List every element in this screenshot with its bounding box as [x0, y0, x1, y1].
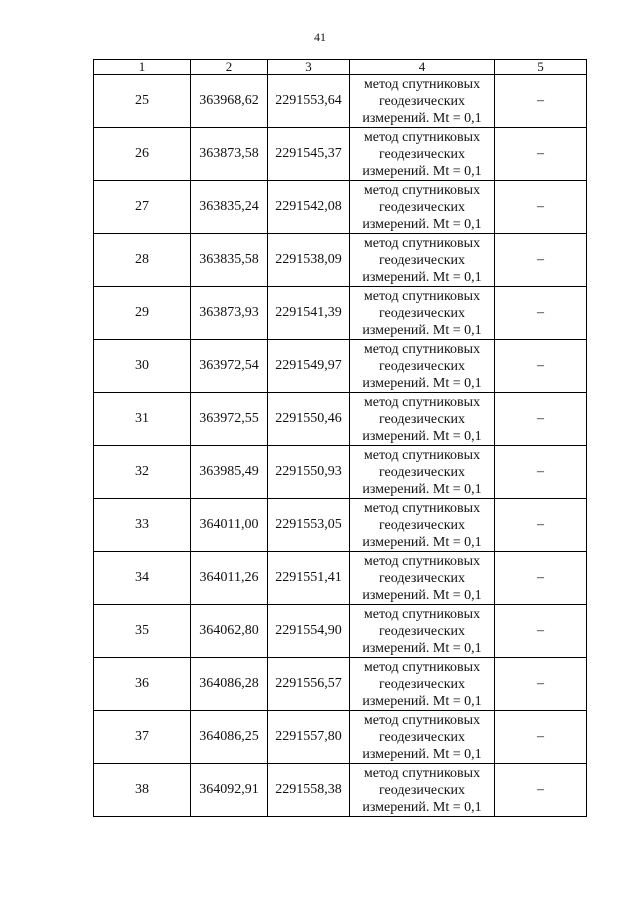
table-row [94, 658, 587, 711]
method-line-1: метод спутниковых [363, 447, 481, 463]
method-line-2: геодезических [378, 93, 465, 109]
note-cell: – [495, 393, 587, 446]
method-cell [350, 605, 495, 658]
note-cell: – [495, 764, 587, 817]
method-line-3: измерений. Mt = 0,1 [362, 216, 482, 232]
method-line-1: метод спутниковых [363, 765, 481, 781]
method-cell [350, 340, 495, 393]
note-cell: – [495, 658, 587, 711]
method-line-3: измерений. Mt = 0,1 [362, 746, 482, 762]
method-line-1: метод спутниковых [363, 129, 481, 145]
method-line-2: геодезических [378, 305, 465, 321]
point-number-cell: 30 [94, 340, 191, 393]
table-row [94, 75, 587, 128]
table-row [94, 340, 587, 393]
x-coordinate-cell: 363835,58 [191, 234, 268, 287]
note-cell: – [495, 75, 587, 128]
method-cell [350, 711, 495, 764]
table-row [94, 711, 587, 764]
x-coordinate-cell: 364011,26 [191, 552, 268, 605]
y-coordinate-cell: 2291551,41 [268, 552, 350, 605]
x-coordinate-cell: 363968,62 [191, 75, 268, 128]
method-line-3: измерений. Mt = 0,1 [362, 640, 482, 656]
method-line-3: измерений. Mt = 0,1 [362, 481, 482, 497]
point-number-cell: 29 [94, 287, 191, 340]
method-line-1: метод спутниковых [363, 235, 481, 251]
x-coordinate-cell: 363873,58 [191, 128, 268, 181]
note-cell: – [495, 287, 587, 340]
method-line-1: метод спутниковых [363, 76, 481, 92]
note-cell: – [495, 711, 587, 764]
page-number: 41 [314, 30, 326, 44]
table-row [94, 234, 587, 287]
x-coordinate-cell: 364086,28 [191, 658, 268, 711]
method-line-1: метод спутниковых [363, 659, 481, 675]
table-row [94, 128, 587, 181]
method-line-2: геодезических [378, 146, 465, 162]
method-line-2: геодезических [378, 199, 465, 215]
table-row [94, 446, 587, 499]
method-line-3: измерений. Mt = 0,1 [362, 693, 482, 709]
y-coordinate-cell: 2291549,97 [268, 340, 350, 393]
table-row [94, 499, 587, 552]
method-line-2: геодезических [378, 729, 465, 745]
method-line-3: измерений. Mt = 0,1 [362, 534, 482, 550]
y-coordinate-cell: 2291558,38 [268, 764, 350, 817]
y-coordinate-cell: 2291550,93 [268, 446, 350, 499]
x-coordinate-cell: 363972,55 [191, 393, 268, 446]
point-number-cell: 33 [94, 499, 191, 552]
table-header-row [94, 60, 587, 75]
method-line-2: геодезических [378, 464, 465, 480]
point-number-cell: 34 [94, 552, 191, 605]
method-line-2: геодезических [378, 623, 465, 639]
x-coordinate-cell: 364062,80 [191, 605, 268, 658]
method-line-2: геодезических [378, 411, 465, 427]
method-line-3: измерений. Mt = 0,1 [362, 428, 482, 444]
method-cell [350, 393, 495, 446]
note-cell: – [495, 181, 587, 234]
method-line-3: измерений. Mt = 0,1 [362, 269, 482, 285]
table-row [94, 605, 587, 658]
table-row [94, 764, 587, 817]
method-line-3: измерений. Mt = 0,1 [362, 587, 482, 603]
method-line-3: измерений. Mt = 0,1 [362, 163, 482, 179]
y-coordinate-cell: 2291538,09 [268, 234, 350, 287]
method-line-3: измерений. Mt = 0,1 [362, 322, 482, 338]
table-row [94, 287, 587, 340]
note-cell: – [495, 552, 587, 605]
note-cell: – [495, 234, 587, 287]
method-cell [350, 181, 495, 234]
point-number-cell: 35 [94, 605, 191, 658]
column-header-point-number: 1 [94, 60, 191, 75]
y-coordinate-cell: 2291554,90 [268, 605, 350, 658]
method-cell [350, 75, 495, 128]
method-line-1: метод спутниковых [363, 182, 481, 198]
method-line-2: геодезических [378, 676, 465, 692]
method-cell [350, 446, 495, 499]
table-row [94, 181, 587, 234]
x-coordinate-cell: 363972,54 [191, 340, 268, 393]
point-number-cell: 32 [94, 446, 191, 499]
method-line-2: геодезических [378, 252, 465, 268]
method-line-3: измерений. Mt = 0,1 [362, 375, 482, 391]
y-coordinate-cell: 2291557,80 [268, 711, 350, 764]
method-cell [350, 234, 495, 287]
table-row [94, 393, 587, 446]
note-cell: – [495, 499, 587, 552]
point-number-cell: 36 [94, 658, 191, 711]
x-coordinate-cell: 364092,91 [191, 764, 268, 817]
point-number-cell: 37 [94, 711, 191, 764]
x-coordinate-cell: 363835,24 [191, 181, 268, 234]
method-cell [350, 499, 495, 552]
table-row [94, 552, 587, 605]
method-line-1: метод спутниковых [363, 394, 481, 410]
point-number-cell: 38 [94, 764, 191, 817]
method-cell [350, 552, 495, 605]
method-line-2: геодезических [378, 358, 465, 374]
column-header-note: 5 [495, 60, 587, 75]
method-cell [350, 287, 495, 340]
column-header-x: 2 [191, 60, 268, 75]
method-line-1: метод спутниковых [363, 712, 481, 728]
y-coordinate-cell: 2291541,39 [268, 287, 350, 340]
note-cell: – [495, 128, 587, 181]
point-number-cell: 27 [94, 181, 191, 234]
y-coordinate-cell: 2291553,05 [268, 499, 350, 552]
point-number-cell: 31 [94, 393, 191, 446]
point-number-cell: 26 [94, 128, 191, 181]
y-coordinate-cell: 2291556,57 [268, 658, 350, 711]
y-coordinate-cell: 2291542,08 [268, 181, 350, 234]
note-cell: – [495, 340, 587, 393]
note-cell: – [495, 605, 587, 658]
method-line-3: измерений. Mt = 0,1 [362, 799, 482, 815]
point-number-cell: 28 [94, 234, 191, 287]
y-coordinate-cell: 2291553,64 [268, 75, 350, 128]
method-line-2: геодезических [378, 782, 465, 798]
method-line-1: метод спутниковых [363, 606, 481, 622]
point-number-cell: 25 [94, 75, 191, 128]
x-coordinate-cell: 364086,25 [191, 711, 268, 764]
column-header-y: 3 [268, 60, 350, 75]
x-coordinate-cell: 364011,00 [191, 499, 268, 552]
column-header-method: 4 [350, 60, 495, 75]
method-line-1: метод спутниковых [363, 500, 481, 516]
method-line-2: геодезических [378, 517, 465, 533]
x-coordinate-cell: 363873,93 [191, 287, 268, 340]
coordinates-table [93, 59, 587, 817]
method-line-2: геодезических [378, 570, 465, 586]
y-coordinate-cell: 2291550,46 [268, 393, 350, 446]
method-line-3: измерений. Mt = 0,1 [362, 110, 482, 126]
y-coordinate-cell: 2291545,37 [268, 128, 350, 181]
method-cell [350, 658, 495, 711]
method-cell [350, 128, 495, 181]
method-line-1: метод спутниковых [363, 288, 481, 304]
method-cell [350, 764, 495, 817]
x-coordinate-cell: 363985,49 [191, 446, 268, 499]
method-line-1: метод спутниковых [363, 553, 481, 569]
method-line-1: метод спутниковых [363, 341, 481, 357]
note-cell: – [495, 446, 587, 499]
